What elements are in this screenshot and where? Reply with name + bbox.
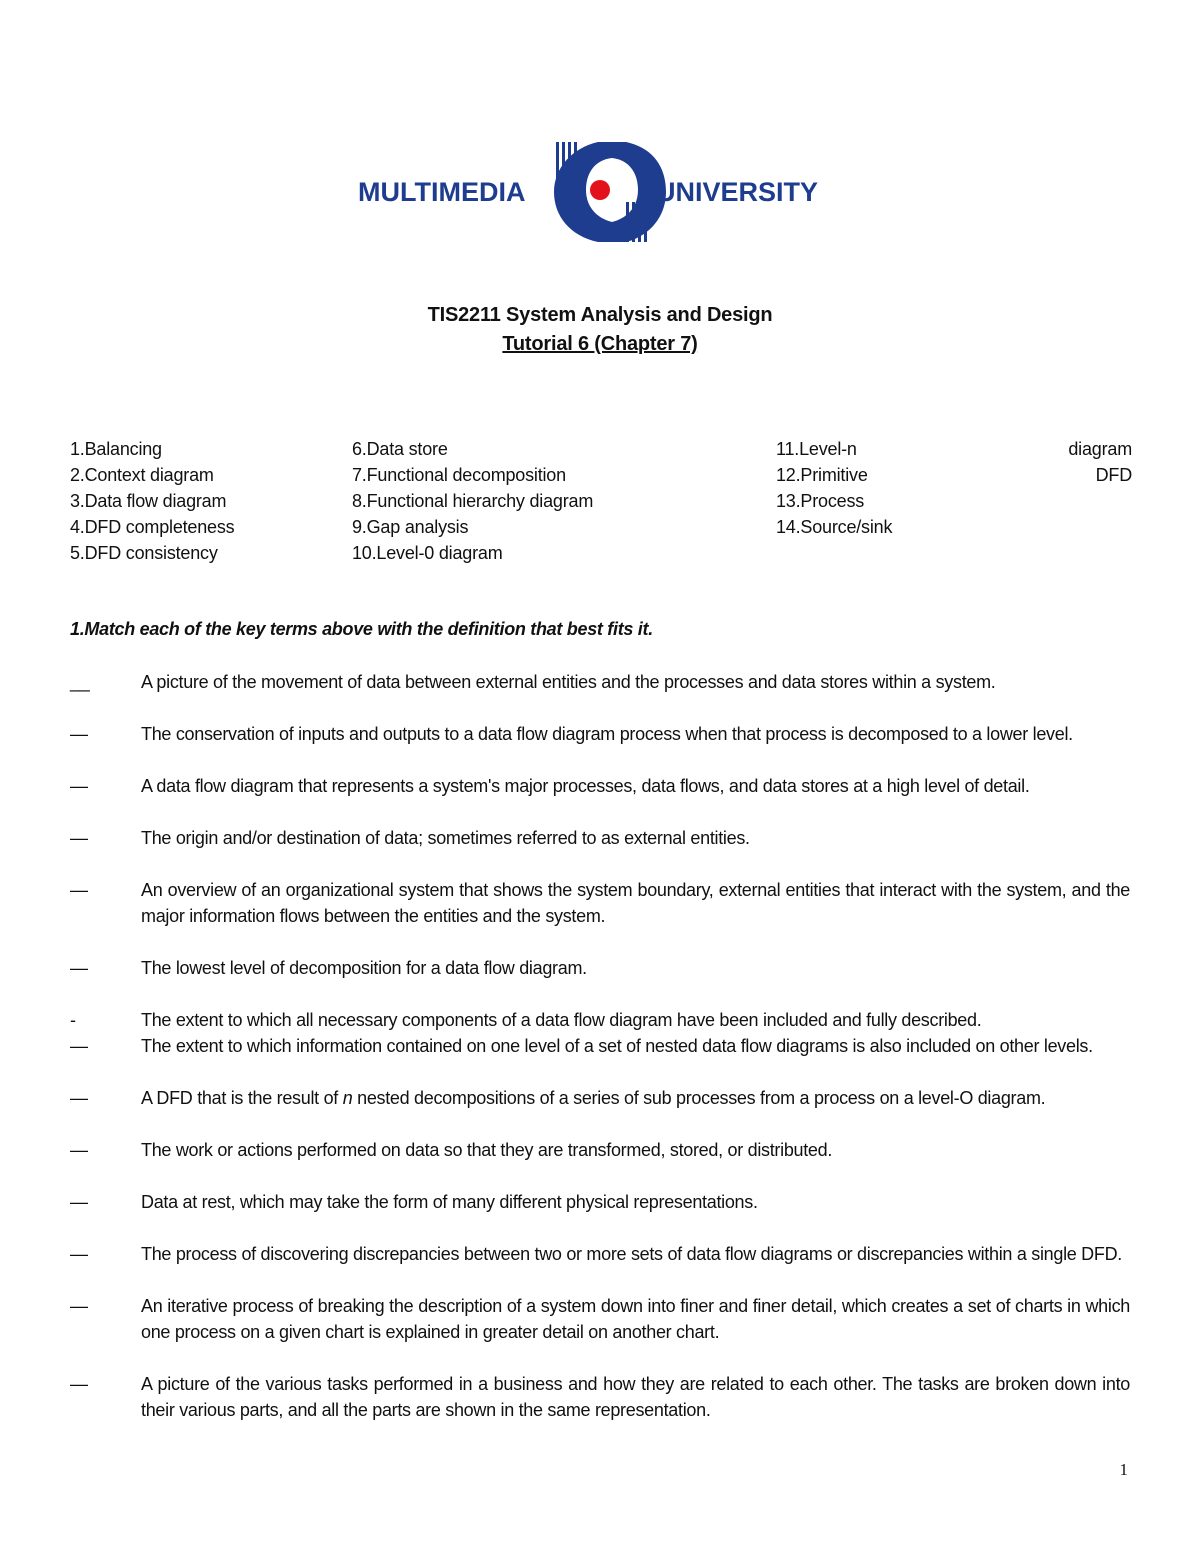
logo-right-text: UNIVERSITY <box>656 177 819 207</box>
term-item: 1.Balancing <box>70 439 162 459</box>
definition-row <box>70 955 1130 981</box>
terms-column-3 <box>776 436 892 540</box>
definition-row <box>70 825 1130 851</box>
term-item: 2.Context diagram <box>70 465 214 485</box>
definition-row <box>70 1293 1130 1345</box>
definition-row <box>70 1371 1130 1423</box>
term-item-continuation: diagram <box>1068 439 1132 459</box>
terms-column-4 <box>1068 436 1132 488</box>
term-item: 5.DFD consistency <box>70 543 218 563</box>
term-item: 14.Source/sink <box>776 517 893 537</box>
course-title: TIS2211 System Analysis and Design <box>427 304 773 326</box>
definition-text-part: A DFD that is the result of <box>141 1088 343 1108</box>
tutorial-title: Tutorial 6 (Chapter 7) <box>502 333 698 355</box>
answer-blank[interactable]: — <box>70 828 88 848</box>
answer-blank[interactable]: — <box>70 1244 88 1264</box>
definition-text: A picture of the various tasks performed in a business and how they are related to each other. The tasks are broken down into their various parts, and all the parts are shown in the same representation. <box>141 1374 1130 1420</box>
definition-text: The conservation of inputs and outputs to a data flow diagram process when that process is decomposed to a lower level. <box>141 724 1073 744</box>
definition-row <box>70 1241 1130 1267</box>
term-item: 13.Process <box>776 491 865 511</box>
definition-italic-n: n <box>342 1088 353 1108</box>
definition-text: The origin and/or destination of data; sometimes referred to as external entities. <box>141 828 750 848</box>
answer-blank[interactable]: __ <box>70 672 90 692</box>
term-item: 7.Functional decomposition <box>352 465 566 485</box>
definition-text: The extent to which all necessary components of a data flow diagram have been included and fully described. <box>141 1010 982 1030</box>
definition-row <box>70 877 1130 929</box>
definition-text: The work or actions performed on data so that they are transformed, stored, or distributed. <box>141 1140 833 1160</box>
term-item: 4.DFD completeness <box>70 517 235 537</box>
definition-text: An overview of an organizational system that shows the system boundary, external entities that interact with the system, and the major information flows between the entities and the system. <box>141 880 1130 926</box>
question-heading: 1.Match each of the key terms above with the definition that best fits it. <box>70 619 653 639</box>
definition-text <box>141 1085 1130 1111</box>
definition-row <box>70 1137 1130 1163</box>
definition-text: Data at rest, which may take the form of many different physical representations. <box>141 1192 758 1212</box>
answer-blank[interactable]: — <box>70 1192 88 1212</box>
term-item: 11.Level-n <box>776 439 857 459</box>
logo-left-text: MULTIMEDIA <box>358 177 526 207</box>
answer-blank[interactable]: — <box>70 776 88 796</box>
university-logo <box>350 138 850 248</box>
definition-row <box>70 669 1130 695</box>
answer-blank[interactable]: — <box>70 1296 88 1316</box>
answer-blank[interactable]: - <box>70 1010 76 1030</box>
definition-text: A picture of the movement of data between external entities and the processes and data stores within a system. <box>141 672 996 692</box>
definition-row <box>70 773 1130 799</box>
definition-row <box>70 1189 1130 1215</box>
definition-row <box>70 1085 1130 1111</box>
key-terms-list <box>70 436 1132 568</box>
term-item: 3.Data flow diagram <box>70 491 227 511</box>
answer-blank[interactable]: — <box>70 958 88 978</box>
answer-blank[interactable]: — <box>70 1374 88 1394</box>
definition-text: The extent to which information contained on one level of a set of nested data flow diagrams is also included on other levels. <box>141 1036 1093 1056</box>
term-item: 9.Gap analysis <box>352 517 469 537</box>
term-item-continuation: DFD <box>1095 465 1132 485</box>
definition-row <box>70 1007 1130 1033</box>
answer-blank[interactable]: — <box>70 1140 88 1160</box>
definition-text: The process of discovering discrepancies between two or more sets of data flow diagrams or discrepancies within a single DFD. <box>141 1244 1122 1264</box>
definition-text-part: nested decompositions of a series of sub processes from a process on a level-O diagram. <box>352 1088 1046 1108</box>
terms-column-2 <box>352 436 593 566</box>
answer-blank[interactable]: — <box>70 1036 88 1056</box>
term-item: 8.Functional hierarchy diagram <box>352 491 594 511</box>
definition-text: The lowest level of decomposition for a data flow diagram. <box>141 958 587 978</box>
answer-blank[interactable]: — <box>70 880 88 900</box>
definitions-list <box>70 669 1130 1449</box>
terms-column-1 <box>70 436 234 566</box>
definition-text: A data flow diagram that represents a system's major processes, data flows, and data stores at a high level of detail. <box>141 776 1030 796</box>
answer-blank[interactable]: — <box>70 724 88 744</box>
answer-blank[interactable]: — <box>70 1088 88 1108</box>
definition-text: An iterative process of breaking the description of a system down into finer and finer detail, which creates a set of charts in which one process on a given chart is explained in greater detail on another chart. <box>141 1296 1130 1342</box>
term-item: 6.Data store <box>352 439 448 459</box>
term-item: 10.Level-0 diagram <box>352 543 503 563</box>
page-number: 1 <box>1119 1460 1128 1479</box>
definition-row <box>70 1033 1130 1059</box>
logo-red-dot <box>590 180 610 200</box>
term-item: 12.Primitive <box>776 465 868 485</box>
definition-row <box>70 721 1130 747</box>
